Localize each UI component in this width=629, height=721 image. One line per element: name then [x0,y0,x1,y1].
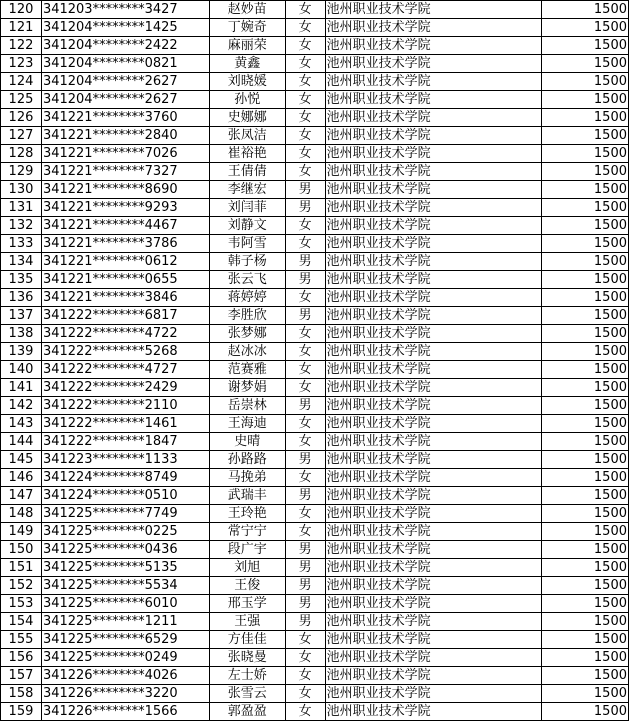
amount-cell: 1500 [542,433,629,451]
name-cell: 王俊 [209,577,285,595]
row-number-cell: 131 [1,199,42,217]
gender-cell: 女 [285,127,325,145]
gender-cell: 男 [285,613,325,631]
row-number-cell: 155 [1,631,42,649]
row-number-cell: 149 [1,523,42,541]
id-number-cell: 341224********8749 [41,469,209,487]
name-cell: 张梦娜 [209,325,285,343]
amount-cell: 1500 [542,289,629,307]
school-cell: 池州职业技术学院 [325,379,542,397]
table-row [1,55,629,73]
gender-cell: 男 [285,595,325,613]
table-row [1,415,629,433]
school-cell: 池州职业技术学院 [325,451,542,469]
table-row [1,631,629,649]
row-number-cell: 141 [1,379,42,397]
table-row [1,1,629,19]
table-row [1,595,629,613]
row-number-cell: 152 [1,577,42,595]
id-number-cell: 341225********1211 [41,613,209,631]
gender-cell: 男 [285,271,325,289]
gender-cell: 女 [285,1,325,19]
amount-cell: 1500 [542,325,629,343]
name-cell: 王玲艳 [209,505,285,523]
name-cell: 丁婉奇 [209,19,285,37]
school-cell: 池州职业技术学院 [325,289,542,307]
name-cell: 史娜娜 [209,109,285,127]
id-number-cell: 341221********3786 [41,235,209,253]
amount-cell: 1500 [542,199,629,217]
school-cell: 池州职业技术学院 [325,613,542,631]
id-number-cell: 341222********6817 [41,307,209,325]
school-cell: 池州职业技术学院 [325,505,542,523]
gender-cell: 男 [285,451,325,469]
row-number-cell: 159 [1,703,42,721]
row-number-cell: 143 [1,415,42,433]
amount-cell: 1500 [542,127,629,145]
name-cell: 王海迪 [209,415,285,433]
gender-cell: 女 [285,505,325,523]
school-cell: 池州职业技术学院 [325,19,542,37]
name-cell: 范赛雅 [209,361,285,379]
name-cell: 谢梦娟 [209,379,285,397]
gender-cell: 女 [285,217,325,235]
school-cell: 池州职业技术学院 [325,235,542,253]
id-number-cell: 341221********0612 [41,253,209,271]
table-row [1,307,629,325]
row-number-cell: 122 [1,37,42,55]
name-cell: 麻丽荣 [209,37,285,55]
gender-cell: 男 [285,181,325,199]
amount-cell: 1500 [542,361,629,379]
id-number-cell: 341225********5135 [41,559,209,577]
name-cell: 李继宏 [209,181,285,199]
row-number-cell: 158 [1,685,42,703]
school-cell: 池州职业技术学院 [325,307,542,325]
school-cell: 池州职业技术学院 [325,217,542,235]
id-number-cell: 341221********9293 [41,199,209,217]
table-row [1,703,629,721]
table-row [1,451,629,469]
table-row [1,433,629,451]
amount-cell: 1500 [542,703,629,721]
amount-cell: 1500 [542,73,629,91]
name-cell: 韩子杨 [209,253,285,271]
gender-cell: 女 [285,433,325,451]
id-number-cell: 341225********6010 [41,595,209,613]
id-number-cell: 341222********1461 [41,415,209,433]
amount-cell: 1500 [542,667,629,685]
amount-cell: 1500 [542,343,629,361]
name-cell: 岳崇林 [209,397,285,415]
gender-cell: 女 [285,109,325,127]
name-cell: 孙路路 [209,451,285,469]
gender-cell: 女 [285,379,325,397]
row-number-cell: 157 [1,667,42,685]
name-cell: 左士娇 [209,667,285,685]
row-number-cell: 129 [1,163,42,181]
school-cell: 池州职业技术学院 [325,91,542,109]
gender-cell: 女 [285,469,325,487]
school-cell: 池州职业技术学院 [325,37,542,55]
school-cell: 池州职业技术学院 [325,415,542,433]
name-cell: 刘旭 [209,559,285,577]
school-cell: 池州职业技术学院 [325,577,542,595]
amount-cell: 1500 [542,595,629,613]
row-number-cell: 125 [1,91,42,109]
name-cell: 刘闫菲 [209,199,285,217]
table-row [1,541,629,559]
amount-cell: 1500 [542,19,629,37]
row-number-cell: 151 [1,559,42,577]
amount-cell: 1500 [542,271,629,289]
name-cell: 张晓曼 [209,649,285,667]
gender-cell: 女 [285,145,325,163]
row-number-cell: 147 [1,487,42,505]
gender-cell: 男 [285,541,325,559]
gender-cell: 女 [285,703,325,721]
name-cell: 崔裕艳 [209,145,285,163]
amount-cell: 1500 [542,307,629,325]
amount-cell: 1500 [542,109,629,127]
table-row [1,469,629,487]
gender-cell: 男 [285,559,325,577]
gender-cell: 女 [285,289,325,307]
gender-cell: 女 [285,415,325,433]
gender-cell: 女 [285,163,325,181]
id-number-cell: 341221********2840 [41,127,209,145]
name-cell: 蒋婷婷 [209,289,285,307]
school-cell: 池州职业技术学院 [325,343,542,361]
table-row [1,253,629,271]
id-number-cell: 341226********1566 [41,703,209,721]
school-cell: 池州职业技术学院 [325,559,542,577]
school-cell: 池州职业技术学院 [325,667,542,685]
school-cell: 池州职业技术学院 [325,325,542,343]
name-cell: 张雪云 [209,685,285,703]
amount-cell: 1500 [542,163,629,181]
gender-cell: 男 [285,253,325,271]
id-number-cell: 341222********4727 [41,361,209,379]
id-number-cell: 341204********2422 [41,37,209,55]
table-row [1,37,629,55]
name-cell: 方佳佳 [209,631,285,649]
id-number-cell: 341225********7749 [41,505,209,523]
table-row [1,523,629,541]
amount-cell: 1500 [542,379,629,397]
table-row [1,163,629,181]
id-number-cell: 341225********0249 [41,649,209,667]
gender-cell: 男 [285,307,325,325]
table-row [1,397,629,415]
id-number-cell: 341221********4467 [41,217,209,235]
gender-cell: 女 [285,19,325,37]
table-row [1,613,629,631]
school-cell: 池州职业技术学院 [325,631,542,649]
school-cell: 池州职业技术学院 [325,163,542,181]
table-row [1,217,629,235]
row-number-cell: 146 [1,469,42,487]
gender-cell: 女 [285,343,325,361]
id-number-cell: 341221********0655 [41,271,209,289]
id-number-cell: 341221********8690 [41,181,209,199]
gender-cell: 女 [285,667,325,685]
id-number-cell: 341225********0436 [41,541,209,559]
amount-cell: 1500 [542,37,629,55]
amount-cell: 1500 [542,685,629,703]
row-number-cell: 128 [1,145,42,163]
id-number-cell: 341203********3427 [41,1,209,19]
amount-cell: 1500 [542,91,629,109]
row-number-cell: 121 [1,19,42,37]
school-cell: 池州职业技术学院 [325,145,542,163]
name-cell: 武瑞丰 [209,487,285,505]
gender-cell: 女 [285,91,325,109]
name-cell: 韦阿雪 [209,235,285,253]
amount-cell: 1500 [542,631,629,649]
id-number-cell: 341222********5268 [41,343,209,361]
table-body [1,1,629,721]
school-cell: 池州职业技术学院 [325,469,542,487]
school-cell: 池州职业技术学院 [325,685,542,703]
table-row [1,325,629,343]
table-row [1,235,629,253]
row-number-cell: 153 [1,595,42,613]
amount-cell: 1500 [542,649,629,667]
amount-cell: 1500 [542,145,629,163]
school-cell: 池州职业技术学院 [325,127,542,145]
name-cell: 李胜欣 [209,307,285,325]
row-number-cell: 126 [1,109,42,127]
school-cell: 池州职业技术学院 [325,541,542,559]
name-cell: 马挽弟 [209,469,285,487]
id-number-cell: 341221********7327 [41,163,209,181]
id-number-cell: 341204********2627 [41,91,209,109]
amount-cell: 1500 [542,253,629,271]
table-row [1,361,629,379]
school-cell: 池州职业技术学院 [325,487,542,505]
amount-cell: 1500 [542,469,629,487]
gender-cell: 男 [285,487,325,505]
row-number-cell: 148 [1,505,42,523]
name-cell: 郭盈盈 [209,703,285,721]
id-number-cell: 341222********4722 [41,325,209,343]
table-row [1,577,629,595]
name-cell: 张凤洁 [209,127,285,145]
name-cell: 张云飞 [209,271,285,289]
id-number-cell: 341226********3220 [41,685,209,703]
table-row [1,109,629,127]
amount-cell: 1500 [542,235,629,253]
name-cell: 王倩倩 [209,163,285,181]
table-row [1,685,629,703]
id-number-cell: 341222********2110 [41,397,209,415]
id-number-cell: 341221********3760 [41,109,209,127]
row-number-cell: 124 [1,73,42,91]
school-cell: 池州职业技术学院 [325,523,542,541]
name-cell: 刘静文 [209,217,285,235]
id-number-cell: 341224********0510 [41,487,209,505]
row-number-cell: 136 [1,289,42,307]
amount-cell: 1500 [542,181,629,199]
gender-cell: 女 [285,235,325,253]
amount-cell: 1500 [542,541,629,559]
school-cell: 池州职业技术学院 [325,649,542,667]
gender-cell: 女 [285,685,325,703]
name-cell: 段广宇 [209,541,285,559]
table-row [1,343,629,361]
school-cell: 池州职业技术学院 [325,199,542,217]
gender-cell: 女 [285,523,325,541]
row-number-cell: 140 [1,361,42,379]
id-number-cell: 341225********6529 [41,631,209,649]
id-number-cell: 341204********1425 [41,19,209,37]
id-number-cell: 341225********5534 [41,577,209,595]
table-row [1,505,629,523]
row-number-cell: 154 [1,613,42,631]
id-number-cell: 341226********4026 [41,667,209,685]
amount-cell: 1500 [542,505,629,523]
gender-cell: 女 [285,325,325,343]
table-row [1,127,629,145]
amount-cell: 1500 [542,415,629,433]
table-row [1,487,629,505]
amount-cell: 1500 [542,523,629,541]
name-cell: 史晴 [209,433,285,451]
gender-cell: 男 [285,199,325,217]
name-cell: 黄鑫 [209,55,285,73]
row-number-cell: 145 [1,451,42,469]
row-number-cell: 123 [1,55,42,73]
amount-cell: 1500 [542,1,629,19]
table-row [1,667,629,685]
name-cell: 刘晓媛 [209,73,285,91]
id-number-cell: 341225********0225 [41,523,209,541]
gender-cell: 女 [285,55,325,73]
school-cell: 池州职业技术学院 [325,433,542,451]
row-number-cell: 133 [1,235,42,253]
id-number-cell: 341223********1133 [41,451,209,469]
table-row [1,73,629,91]
row-number-cell: 134 [1,253,42,271]
gender-cell: 男 [285,397,325,415]
row-number-cell: 132 [1,217,42,235]
name-cell: 常宁宁 [209,523,285,541]
row-number-cell: 137 [1,307,42,325]
row-number-cell: 144 [1,433,42,451]
amount-cell: 1500 [542,451,629,469]
row-number-cell: 130 [1,181,42,199]
amount-cell: 1500 [542,55,629,73]
school-cell: 池州职业技术学院 [325,595,542,613]
name-cell: 赵妙苗 [209,1,285,19]
name-cell: 孙悦 [209,91,285,109]
table-row [1,19,629,37]
table-row [1,181,629,199]
table-row [1,271,629,289]
id-number-cell: 341204********0821 [41,55,209,73]
id-number-cell: 341204********2627 [41,73,209,91]
name-cell: 王强 [209,613,285,631]
table-row [1,289,629,307]
row-number-cell: 150 [1,541,42,559]
id-number-cell: 341222********2429 [41,379,209,397]
school-cell: 池州职业技术学院 [325,109,542,127]
table-row [1,91,629,109]
table-row [1,199,629,217]
school-cell: 池州职业技术学院 [325,253,542,271]
row-number-cell: 120 [1,1,42,19]
id-number-cell: 341221********3846 [41,289,209,307]
id-number-cell: 341221********7026 [41,145,209,163]
amount-cell: 1500 [542,217,629,235]
school-cell: 池州职业技术学院 [325,1,542,19]
gender-cell: 女 [285,37,325,55]
row-number-cell: 127 [1,127,42,145]
school-cell: 池州职业技术学院 [325,55,542,73]
row-number-cell: 139 [1,343,42,361]
amount-cell: 1500 [542,613,629,631]
gender-cell: 女 [285,361,325,379]
amount-cell: 1500 [542,487,629,505]
id-number-cell: 341222********1847 [41,433,209,451]
table-row [1,379,629,397]
row-number-cell: 138 [1,325,42,343]
row-number-cell: 142 [1,397,42,415]
gender-cell: 男 [285,577,325,595]
gender-cell: 女 [285,631,325,649]
table-row [1,145,629,163]
table-row [1,559,629,577]
row-number-cell: 156 [1,649,42,667]
school-cell: 池州职业技术学院 [325,397,542,415]
school-cell: 池州职业技术学院 [325,703,542,721]
name-cell: 赵冰冰 [209,343,285,361]
school-cell: 池州职业技术学院 [325,361,542,379]
row-number-cell: 135 [1,271,42,289]
school-cell: 池州职业技术学院 [325,271,542,289]
gender-cell: 女 [285,649,325,667]
amount-cell: 1500 [542,577,629,595]
name-cell: 邢玉学 [209,595,285,613]
school-cell: 池州职业技术学院 [325,73,542,91]
amount-cell: 1500 [542,397,629,415]
amount-cell: 1500 [542,559,629,577]
gender-cell: 女 [285,73,325,91]
school-cell: 池州职业技术学院 [325,181,542,199]
table-row [1,649,629,667]
